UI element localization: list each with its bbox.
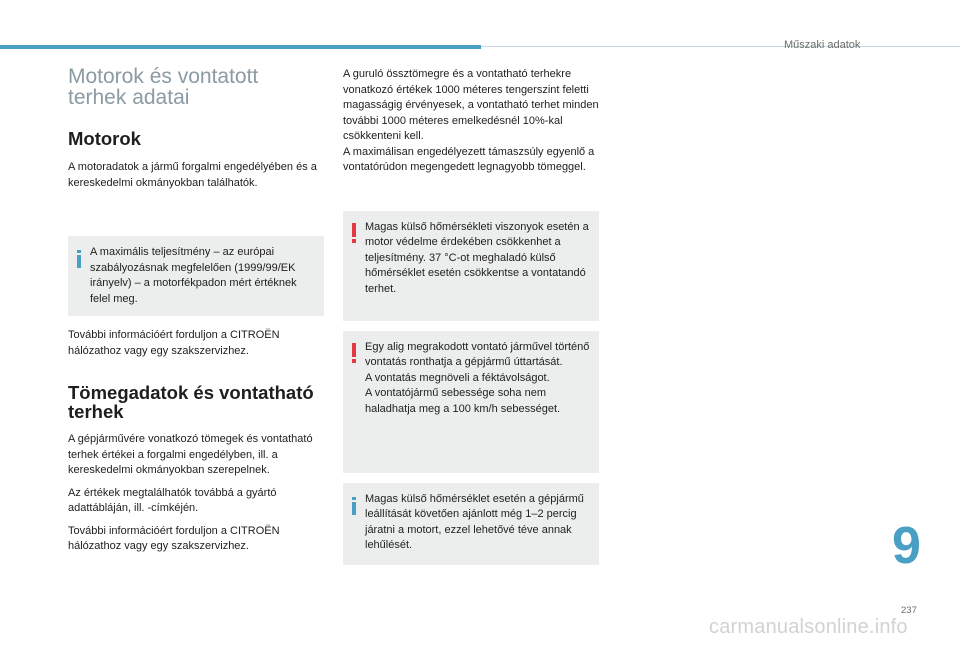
paragraph-motorok: A motoradatok a jármű forgalmi engedélyében és a kereskedelmi okmányokban találhatók. (68, 161, 317, 189)
right-column (343, 67, 599, 565)
info-box-text: Magas külső hőmérséklet esetén a gépjármű leállítását követően ajánlott még 1–2 percig járatni a motort, ezzel lehetővé téve annak lehűlését. (365, 492, 584, 551)
warning-icon (351, 343, 357, 363)
page-number: 237 (901, 605, 917, 616)
header-divider (481, 46, 960, 47)
section-title: Műszaki adatok (784, 39, 861, 51)
paragraph-citroen-contact-2: További információért forduljon a CITROËN hálózathoz vagy egy szakszervizhez. (68, 524, 280, 552)
chapter-number: 9 (892, 517, 921, 575)
info-box-engine-cooling (343, 483, 599, 565)
page-title (68, 66, 324, 108)
warning-box-line3: A vontatójármű sebessége soha nem haladhatja meg a 100 km/h sebességet. (365, 387, 561, 415)
left-column (68, 66, 324, 555)
watermark: carmanualsonline.info (709, 616, 908, 638)
warning-box-text: Magas külső hőmérsékleti viszonyok esetén a motor védelme érdekében csökkenhet a teljesítmény. 37 °C-ot meghaladó külső hőmérséklet esetén csökkentse a vontatandó terhet. (365, 220, 589, 295)
warning-box-towing (343, 331, 599, 473)
info-box-text: A maximális teljesítmény – az európai szabályozásnak megfelelően (1999/99/EK irányelv) – a motorfékpadon mért értéknek felel meg. (90, 246, 297, 305)
warning-icon (351, 223, 357, 243)
info-box-max-power (68, 236, 324, 316)
paragraph-gurulo-ossztomeg: A guruló össztömegre és a vontatható terhekre vonatkozó értékek 1000 méteres tengerszint feletti magasságig érvényesek, a vontatható terhet minden további 1000 méteres emelkedésnél 10%-kal csökkenteni kell. (343, 68, 599, 142)
warning-box-temperature (343, 211, 599, 321)
info-icon (75, 250, 83, 268)
header-accent-bar (0, 45, 481, 49)
warning-box-line1: Egy alig megrakodott vontató járművel történő vontatás ronthatja a gépjármű úttartását. (365, 340, 590, 368)
warning-box-line2: A vontatás megnöveli a féktávolságot. (365, 371, 550, 384)
page-title-line1: Motorok és vontatott (68, 65, 259, 88)
heading-motorok: Motorok (68, 128, 141, 149)
page-title-line2: terhek adatai (68, 86, 190, 109)
paragraph-citroen-contact: További információért forduljon a CITROËN hálózathoz vagy egy szakszervizhez. (68, 329, 280, 357)
info-icon (350, 497, 358, 515)
paragraph-tamaszsuly: A maximálisan engedélyezett támaszsúly egyenlő a vontatórúdon megengedett legnagyobb tömeggel. (343, 145, 595, 173)
paragraph-tomegadatok: A gépjárművére vonatkozó tömegek és vontatható terhek értékei a forgalmi engedélyben, ill. a kereskedelmi okmányokban szerepelnek. (68, 433, 313, 476)
paragraph-adattabla: Az értékek megtalálhatók továbbá a gyártó adattábláján, ill. -címkéjén. (68, 486, 277, 514)
heading-tomegadatok: Tömegadatok és vontatható terhek (68, 382, 314, 422)
